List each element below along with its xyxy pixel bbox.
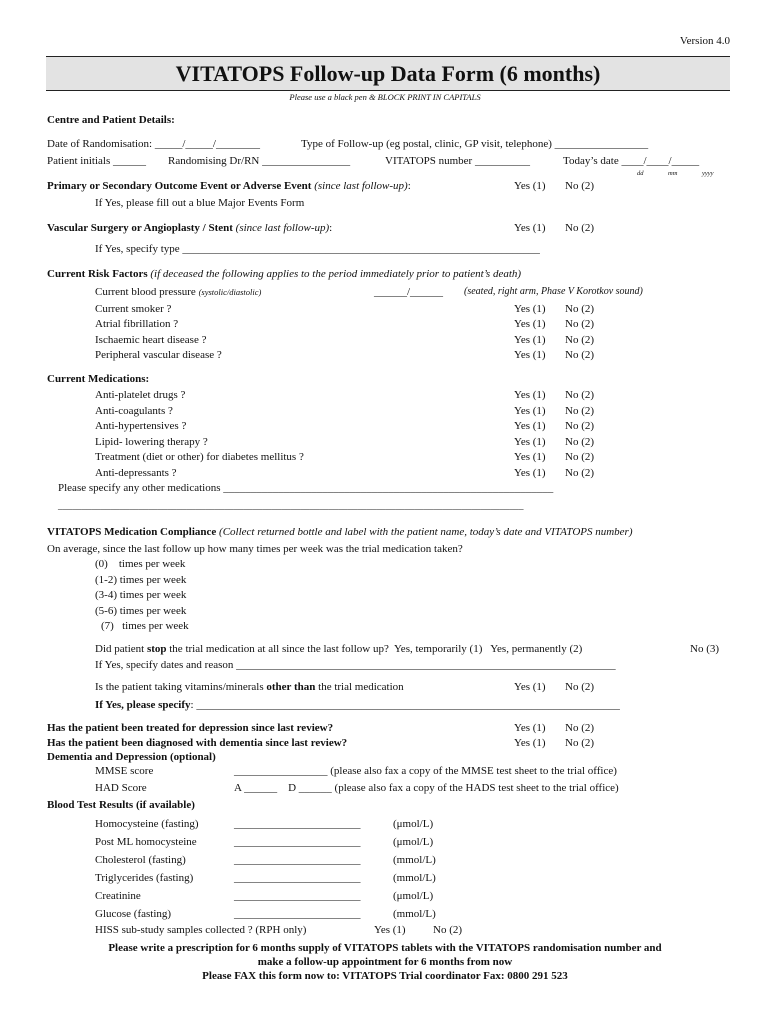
bp-sublabel: (systolic/diastolic) [198,287,262,297]
medications-heading: Current Medications: [47,373,150,385]
blood-test-unit: (μmol/L) [393,836,434,848]
vitamins-specify-label: If Yes, please specify [95,699,191,711]
blood-test-field[interactable]: _______________________ [234,908,361,920]
compliance-question: On average, since the last follow up how many times per week was the trial medication taken? [47,543,463,555]
medication-yes[interactable]: Yes (1) [514,451,546,463]
outcome-colon: : [407,180,411,192]
surgery-no[interactable]: No (2) [565,222,595,234]
bp-label: Current blood pressure [95,286,196,298]
medication-label: Anti-hypertensives ? [95,420,187,432]
blood-test-unit: (mmol/L) [393,872,436,884]
medication-no[interactable]: No (2) [565,451,595,463]
vitamins-specify-field[interactable] [95,700,620,711]
surgery-type-field[interactable]: If Yes, specify type _________________________________________________________________ [95,243,540,255]
compliance-option[interactable]: (5-6) times per week [95,604,187,617]
risk-factor-yes[interactable]: Yes (1) [514,333,546,346]
followup-type-field[interactable]: Type of Follow-up (eg postal, clinic, GP visit, telephone) _________________ [301,138,649,150]
todays-date-field[interactable]: Today’s date ____/____/_____ [563,155,700,167]
dementia-depression-heading: Dementia and Depression (optional) [47,751,216,763]
compliance-option[interactable]: (3-4) times per week [95,589,187,602]
instruction-text: Please use a black pen & BLOCK PRINT IN CAPITALS [289,92,481,102]
dementia-no[interactable]: No (2) [565,737,595,749]
bp-label-row [95,287,261,298]
risk-factor-yes[interactable]: Yes (1) [514,318,546,331]
medication-no[interactable]: No (2) [565,420,595,432]
outcome-note: (since last follow-up) [314,180,408,192]
medication-no[interactable]: No (2) [565,466,595,479]
risk-factor-no[interactable]: No (2) [565,348,595,361]
vitamins-bold: other than [266,681,316,693]
risk-heading-row [47,269,521,280]
medication-yes[interactable]: Yes (1) [514,466,546,479]
stop-dates-field[interactable]: If Yes, specify dates and reason _____________________________________________________________________ [95,659,616,671]
dementia-question: Has the patient been diagnosed with dementia since last review? [47,737,348,749]
risk-factor-label: Atrial fibrillation ? [95,318,179,331]
blood-test-label: Creatinine [95,890,141,902]
stop-question [95,644,582,655]
compliance-heading-row [47,527,633,538]
medication-label: Lipid- lowering therapy ? [95,435,208,448]
bp-note: (seated, right arm, Phase V Korotkov sound) [464,286,643,297]
medication-yes[interactable]: Yes (1) [514,404,546,417]
blood-test-field[interactable]: _______________________ [234,854,361,866]
medication-yes[interactable]: Yes (1) [514,389,546,401]
outcome-heading: Primary or Secondary Outcome Event or Adverse Event [47,180,312,192]
outcome-no[interactable]: No (2) [565,180,595,192]
risk-factor-label: Ischaemic heart disease ? [95,333,207,346]
dd-hint: dd [637,170,644,177]
surgery-note: (since last follow-up) [235,222,330,234]
blood-heading: Blood Test Results (if available) [47,799,195,811]
stop-pre: Did patient [95,643,147,655]
medication-yes[interactable]: Yes (1) [514,435,546,448]
title-bar [46,56,730,91]
medication-label: Anti-platelet drugs ? [95,389,186,401]
other-medications-line[interactable]: __________________________________________________________________________________________________ [58,502,524,512]
risk-factor-no[interactable]: No (2) [565,318,595,331]
blood-test-field[interactable]: _______________________ [234,890,361,902]
mmse-field[interactable]: _________________ (please also fax a copy of the MMSE test sheet to the trial office) [234,765,617,777]
risk-factor-label: Peripheral vascular disease ? [95,348,222,361]
outcome-yes[interactable]: Yes (1) [514,180,546,192]
medication-yes[interactable]: Yes (1) [514,420,546,432]
risk-factor-no[interactable]: No (2) [565,303,595,315]
risk-factor-label: Current smoker ? [95,303,172,315]
blood-test-label: Homocysteine (fasting) [95,818,199,830]
vitamins-question [95,682,404,693]
blood-test-field[interactable]: _______________________ [234,872,361,884]
risk-factor-no[interactable]: No (2) [565,333,595,346]
had-field[interactable]: A ______ D ______ (please also fax a copy of the HADS test sheet to the trial office) [234,782,619,794]
depression-question: Has the patient been treated for depression since last review? [47,722,334,734]
compliance-option[interactable]: (7) times per week [101,620,189,633]
compliance-option[interactable]: (1-2) times per week [95,573,187,586]
risk-factor-yes[interactable]: Yes (1) [514,348,546,361]
depression-yes[interactable]: Yes (1) [514,722,546,734]
form-title: VITATOPS Follow-up Data Form (6 months) [175,61,601,86]
medication-no[interactable]: No (2) [565,404,595,417]
randomising-dr-field[interactable]: Randomising Dr/RN ________________ [168,155,351,167]
footer-fax: Please FAX this form now to: VITATOPS Trial coordinator Fax: 0800 291 523 [202,970,568,982]
footer-appointment: make a follow-up appointment for 6 months from now [257,956,513,968]
hiss-yes[interactable]: Yes (1) [374,924,406,936]
blood-test-field[interactable]: _______________________ [234,818,361,830]
stop-bold: stop [146,643,167,655]
risk-heading: Current Risk Factors [47,268,148,280]
blood-test-unit: (μmol/L) [393,818,434,830]
footer-prescription: Please write a prescription for 6 months supply of VITATOPS tablets with the VITATOPS randomisation number and [108,942,662,954]
vitamins-specify-line[interactable]: : _____________________________________________________________________________ [190,699,620,711]
centre-heading: Centre and Patient Details: [47,114,175,126]
surgery-colon: : [329,222,333,234]
vitatops-number-field[interactable]: VITATOPS number __________ [385,155,530,167]
medication-no[interactable]: No (2) [565,389,595,401]
dementia-yes[interactable]: Yes (1) [514,737,546,749]
hiss-no[interactable]: No (2) [433,924,463,936]
compliance-option[interactable]: (0) times per week [95,558,186,570]
vitamins-pre: Is the patient taking vitamins/minerals [95,681,267,693]
vitamins-no[interactable]: No (2) [565,681,595,693]
stop-post[interactable]: the trial medication at all since the last follow up? Yes, temporarily (1) Yes, permanently (2) [166,643,583,655]
compliance-heading: VITATOPS Medication Compliance [47,526,217,538]
outcome-sub: If Yes, please fill out a blue Major Events Form [95,197,305,209]
other-medications-field[interactable]: Please specify any other medications ____________________________________________________________ [58,482,554,494]
blood-test-label: Post ML homocysteine [95,836,197,848]
mm-hint: mm [668,170,678,177]
blood-test-label: Triglycerides (fasting) [95,872,194,884]
medication-label: Treatment (diet or other) for diabetes mellitus ? [95,451,304,463]
hiss-question: HISS sub-study samples collected ? (RPH only) [95,924,307,936]
patient-initials-field[interactable]: Patient initials ______ [47,155,146,167]
blood-test-unit: (μmol/L) [393,890,434,902]
bp-field[interactable]: ______/______ [374,286,444,298]
version-label: Version 4.0 [679,35,730,47]
blood-test-unit: (mmol/L) [393,854,436,866]
randomisation-date-field[interactable]: Date of Randomisation: _____/_____/________ [47,138,260,150]
depression-no[interactable]: No (2) [565,722,595,734]
surgery-question [47,223,332,234]
yyyy-hint: yyyy [702,170,714,177]
mmse-label: MMSE score [95,765,154,777]
outcome-question [47,181,411,192]
medication-label: Anti-depressants ? [95,466,177,479]
blood-test-field[interactable]: _______________________ [234,836,361,848]
medication-label: Anti-coagulants ? [95,404,173,417]
had-label: HAD Score [95,782,147,794]
surgery-heading: Vascular Surgery or Angioplasty / Stent [47,222,233,234]
blood-test-unit: (mmol/L) [393,908,436,920]
blood-test-label: Glucose (fasting) [95,908,172,920]
compliance-note: (Collect returned bottle and label with the patient name, today’s date and VITATOPS number) [219,526,633,538]
surgery-yes[interactable]: Yes (1) [514,222,546,234]
risk-note: (if deceased the following applies to the period immediately prior to patient’s death) [150,268,522,280]
medication-no[interactable]: No (2) [565,435,595,448]
stop-no[interactable]: No (3) [690,643,720,655]
risk-factor-yes[interactable]: Yes (1) [514,303,546,315]
blood-test-label: Cholesterol (fasting) [95,854,186,866]
vitamins-yes[interactable]: Yes (1) [514,681,546,693]
vitamins-post: the trial medication [315,681,404,693]
